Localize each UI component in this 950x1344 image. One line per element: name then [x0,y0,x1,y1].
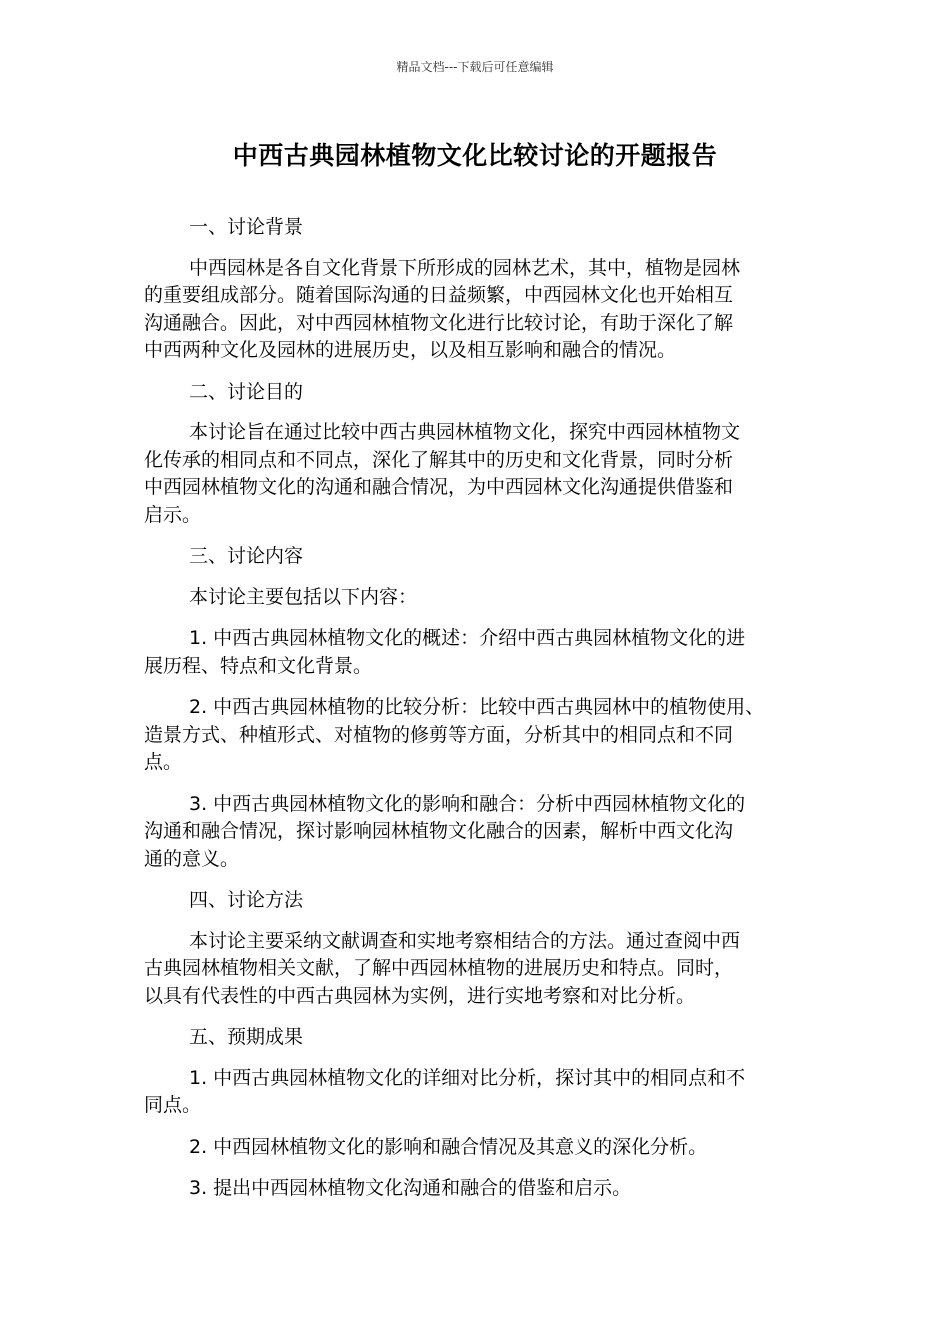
page-header: 精品文档---下载后可任意编辑 [396,60,554,74]
section-heading-purpose: 二、讨论目的 [189,380,304,403]
document-title: 中西古典园林植物文化比较讨论的开题报告 [232,141,718,170]
section-heading-content: 三、讨论内容 [189,545,304,567]
document-body [144,214,814,1217]
list-item: 2. 中西园林植物文化的影响和融合情况及其意义的深化分析。 [189,1135,708,1158]
section-paragraph-content-intro: 本讨论主要包括以下内容： [189,585,418,608]
list-item: 3. 中西古典园林植物文化的影响和融合：分析中西园林植物文化的 沟通和融合情况，探讨影响园林植物文化融合的因素，解析中西文化沟 通的意义。 [144,792,746,870]
list-item: 2. 中西古典园林植物的比较分析：比较中西古典园林中的植物使用、 造景方式、种植形式、对植物的修剪等方面，分析其中的相同点和不同 点。 [144,696,765,773]
list-item: 1. 中西古典园林植物文化的详细对比分析，探讨其中的相同点和不 同点。 [144,1066,746,1116]
section-heading-background: 一、讨论背景 [189,216,304,238]
section-heading-method: 四、讨论方法 [189,889,304,911]
section-paragraph-background: 中西园林是各自文化背景下所形成的园林艺术，其中，植物是园林 的重要组成部分。随着国际沟通的日益频繁，中西园林文化也开始相互 沟通融合。因此，对中西园林植物文化进行比较讨论，有助于深化了解 中西两种文化及园林的进展历史，以及相互影响和融合的情况。 [144,256,741,361]
list-item: 1. 中西古典园林植物文化的概述：介绍中西古典园林植物文化的进 展历程、特点和文化背景。 [144,627,746,677]
section-paragraph-purpose: 本讨论旨在通过比较中西古典园林植物文化，探究中西园林植物文 化传承的相同点和不同点，深化了解其中的历史和文化背景，同时分析 中西园林植物文化的沟通和融合情况，为中西园林文化沟通提供借鉴和 启示。 [144,421,741,526]
list-item: 3. 提出中西园林植物文化沟通和融合的借鉴和启示。 [189,1177,632,1199]
section-paragraph-method: 本讨论主要采纳文献调查和实地考察相结合的方法。通过查阅中西 古典园林植物相关文献，了解中西园林植物的进展历史和特点。同时， 以具有代表性的中西古典园林为实例，进行实地考察和对比分析。 [144,929,741,1007]
section-heading-results: 五、预期成果 [189,1026,304,1048]
